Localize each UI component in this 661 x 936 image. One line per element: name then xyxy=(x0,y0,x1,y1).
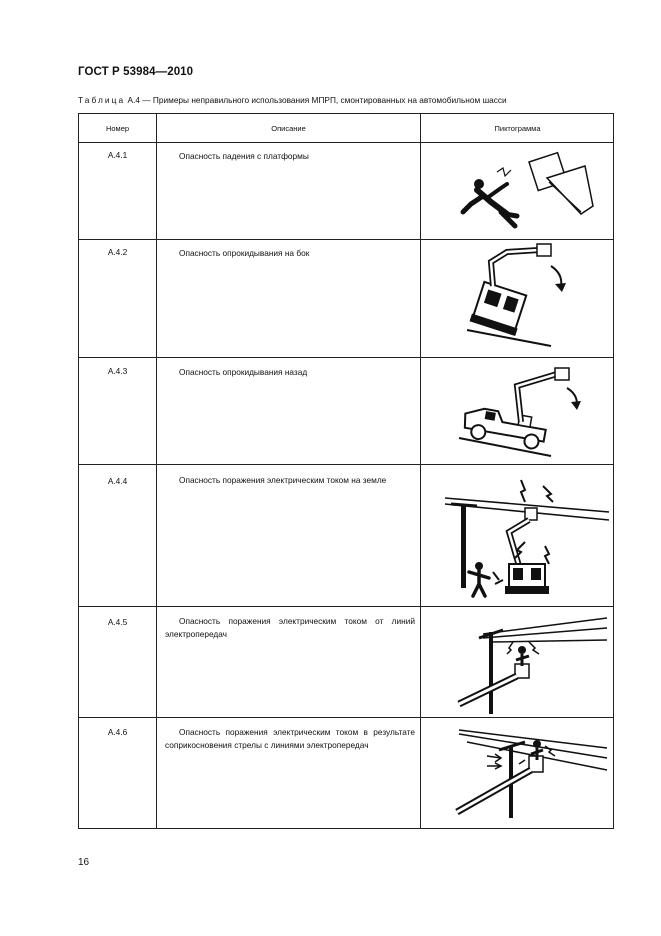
power-line-electrocution-icon xyxy=(421,610,614,716)
row-description: Опасность поражения электрическим током от линий электропередач xyxy=(165,616,415,639)
column-header-number: Номер xyxy=(105,124,130,133)
row-number: А.4.6 xyxy=(107,727,128,737)
row-number: А.4.1 xyxy=(107,150,128,160)
table-caption-text: А.4 — Примеры неправильного использования МПРП, смонтированных на автомобильном шасси xyxy=(125,95,507,105)
column-header-pictogram: Пиктограмма xyxy=(494,124,541,133)
table-caption-label: Таблица xyxy=(78,95,126,105)
fall-from-platform-icon xyxy=(421,144,614,239)
row-description: Опасность опрокидывания назад xyxy=(179,367,308,377)
table-caption xyxy=(78,95,507,105)
misuse-examples-table xyxy=(78,113,614,829)
ground-electrocution-icon xyxy=(421,468,614,604)
row-divider xyxy=(79,717,613,718)
sideways-tipping-icon xyxy=(421,242,614,354)
row-number: А.4.3 xyxy=(107,366,128,376)
row-number: А.4.2 xyxy=(107,247,128,257)
row-divider xyxy=(79,606,613,607)
page-number: 16 xyxy=(78,857,90,868)
row-divider xyxy=(79,464,613,465)
column-header-description: Описание xyxy=(271,124,306,133)
row-description: Опасность поражения электрическим током на земле xyxy=(179,475,387,485)
header-divider xyxy=(79,142,613,143)
column-divider xyxy=(156,114,157,828)
row-description: Опасность опрокидывания на бок xyxy=(179,248,310,258)
boom-contact-electrocution-icon xyxy=(421,720,614,824)
row-number: А.4.4 xyxy=(107,476,128,486)
row-number: А.4.5 xyxy=(107,617,128,627)
row-divider xyxy=(79,239,613,240)
row-description: Опасность поражения электрическим током в результате соприкосновения стрелы с линиями электропередач xyxy=(165,727,415,750)
backward-tipping-icon xyxy=(421,360,614,464)
document-standard-title: ГОСТ Р 53984—2010 xyxy=(78,66,194,78)
row-divider xyxy=(79,357,613,358)
row-description: Опасность падения с платформы xyxy=(179,151,309,161)
